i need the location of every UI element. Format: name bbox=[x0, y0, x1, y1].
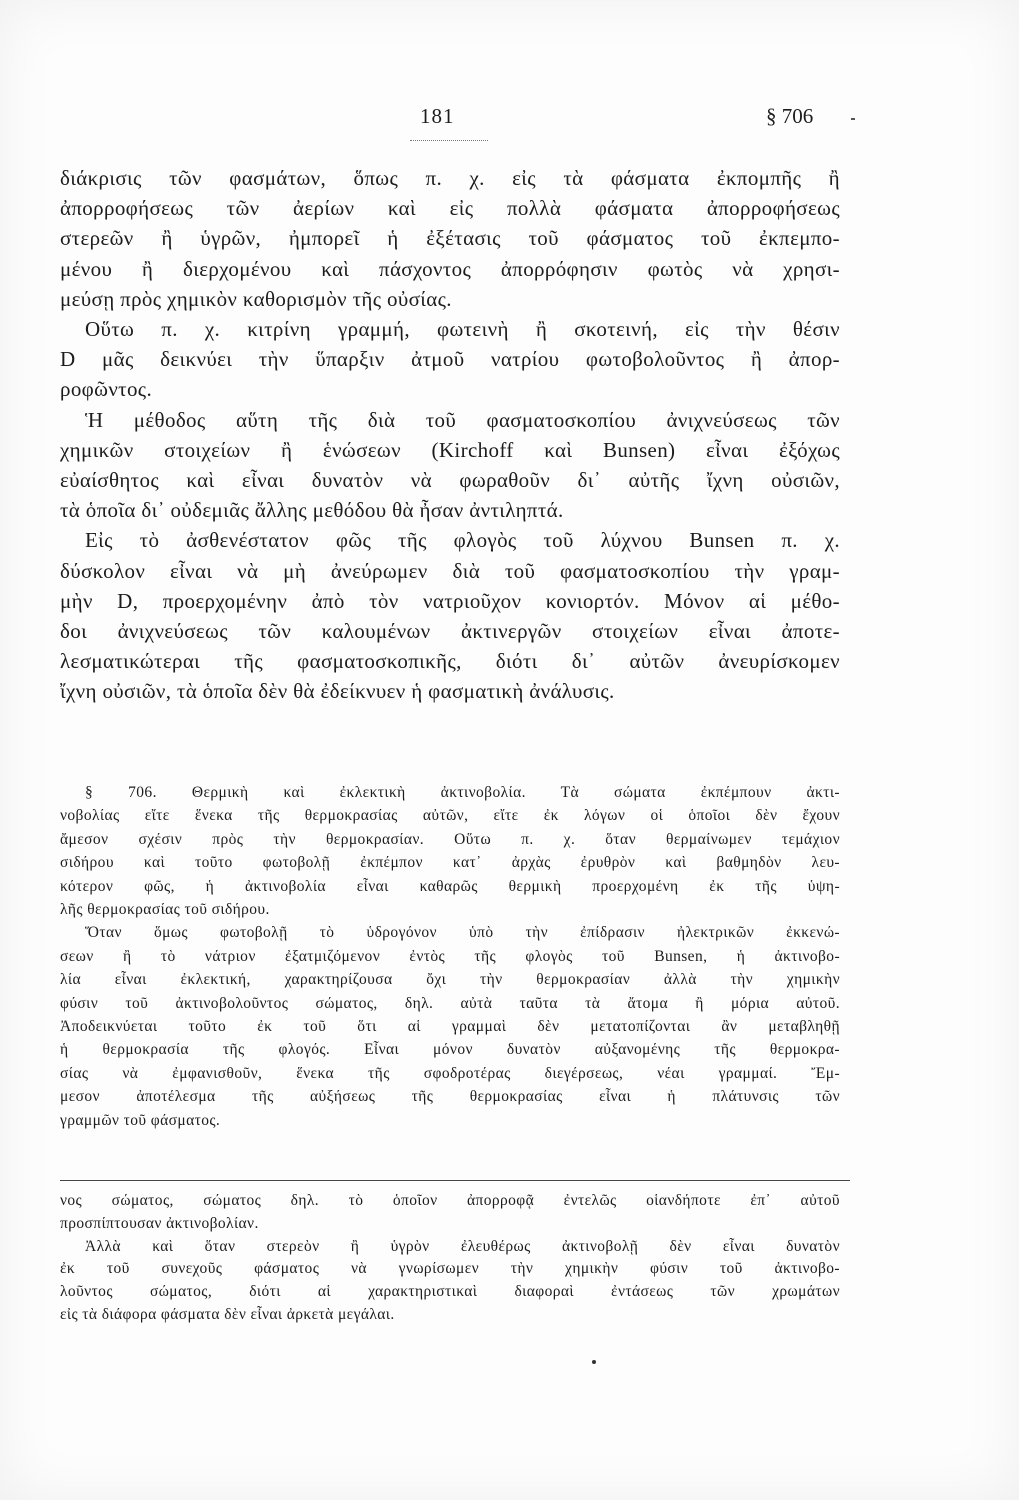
text-line: σεων ἢ τὸ νάτριον ἐξατμιζόμενον ἐντὸς τῆς φλογὸς τοῦ Bunsen, ἡ ἀκτινοβο- bbox=[60, 947, 840, 965]
text-line: λῆς θερμοκρασίας τοῦ σιδήρου. bbox=[60, 901, 270, 919]
text-line: D μᾶς δεικνύει τὴν ὕπαρξιν ἀτμοῦ νατρίου φωτοβολοῦντος ἢ ἀπορ- bbox=[60, 347, 840, 372]
text-line: Ἀλλὰ καὶ ὅταν στερεὸν ἢ ὑγρὸν ἐλευθέρως ἀκτινοβολῇ δὲν εἶναι δυνατὸν bbox=[85, 1237, 840, 1255]
text-line: εὐαίσθητος καὶ εἶναι δυνατὸν νὰ φωραθοῦν δι᾽ αὐτῆς ἴχνη οὐσιῶν, bbox=[60, 468, 840, 493]
text-line: ἐκ τοῦ συνεχοῦς φάσματος νὰ γνωρίσωμεν τὴν χημικὴν φύσιν τοῦ ἀκτινοβο- bbox=[60, 1260, 840, 1278]
text-line: ροφῶντος. bbox=[60, 377, 153, 402]
main-text bbox=[60, 163, 850, 707]
text-line: μένου ἢ διερχομένου καὶ πάσχοντος ἀπορρόφησιν φωτὸς νὰ χρησι- bbox=[60, 256, 840, 281]
paragraph bbox=[60, 163, 850, 314]
text-line: λοῦντος σώματος, διότι αἱ χαρακτηριστικαὶ διαφοραὶ ἐντάσεως τῶν χρωμάτων bbox=[60, 1283, 840, 1301]
footnote-separator bbox=[60, 1180, 850, 1181]
text-line: λία εἶναι ἐκλεκτική, χαρακτηρίζουσα ὄχι τὴν θερμοκρασίαν ἀλλὰ τὴν χημικὴν bbox=[60, 971, 840, 989]
paragraph bbox=[60, 405, 850, 526]
text-line: ἴχνη οὐσιῶν, τὰ ὁποῖα δὲν θὰ ἐδείκνυεν ἡ φασματικὴ ἀνάλυσις. bbox=[60, 679, 615, 704]
text-line: μεσον ἀποτέλεσμα τῆς αὐξήσεως τῆς θερμοκρασίας εἶναι ἡ πλάτυνσις τῶν bbox=[60, 1088, 840, 1106]
text-line: λεσματικώτεραι τῆς φασματοσκοπικῆς, διότι δι᾽ αὐτῶν ἀνευρίσκομεν bbox=[60, 649, 840, 674]
text-line: ἀπορροφήσεως τῶν ἀερίων καὶ εἰς πολλὰ φάσματα ἀπορροφήσεως bbox=[60, 196, 840, 221]
text-line: φύσιν τοῦ ἀκτινοβολοῦντος σώματος, δηλ. αὐτὰ ταῦτα τὰ ἄτομα ἢ μόρια αὐτοῦ. bbox=[60, 994, 840, 1012]
text-line: προσπίπτουσαν ἀκτινοβολίαν. bbox=[60, 1214, 259, 1232]
text-line: Ἀποδεικνύεται τοῦτο ἐκ τοῦ ὅτι αἱ γραμμαὶ δὲν μετατοπίζονται ἂν μεταβληθῇ bbox=[60, 1018, 840, 1036]
page-number: 181 bbox=[420, 104, 455, 128]
text-line: δύσκολον εἶναι νὰ μὴ ἀνεύρωμεν διὰ τοῦ φασματοσκοπίου τὴν γραμ- bbox=[60, 558, 840, 583]
paragraph bbox=[60, 1190, 850, 1236]
paragraph bbox=[60, 921, 850, 1132]
paragraph bbox=[60, 1236, 850, 1327]
paragraph bbox=[60, 314, 850, 405]
text-line: σίας νὰ ἐμφανισθοῦν, ἕνεκα τῆς σφοδροτέρας διεγέρσεως, νέαι γραμμαί. Ἔμ- bbox=[60, 1064, 840, 1082]
text-line: Εἰς τὸ ἀσθενέστατον φῶς τῆς φλογὸς τοῦ λύχνου Bunsen π. χ. bbox=[85, 528, 840, 553]
text-line: σιδήρου καὶ τοῦτο φωτοβολῇ ἐκπέμπον κατ᾽ ἀρχὰς ἐρυθρὸν καὶ βαθμηδὸν λευ- bbox=[60, 854, 840, 872]
text-line: δοι ἀνιχνεύσεως τῶν καλουμένων ἀκτινεργῶν στοιχείων εἶναι ἀποτε- bbox=[60, 619, 840, 644]
text-line: Ἡ μέθοδος αὕτη τῆς διὰ τοῦ φασματοσκοπίου ἀνιχνεύσεως τῶν bbox=[85, 407, 840, 432]
text-line: μὴν D, προερχομένην ἀπὸ τὸν νατριοῦχον κονιορτόν. Μόνον αἱ μέθο- bbox=[60, 588, 840, 613]
text-line: διάκρισις τῶν φασμάτων, ὅπως π. χ. εἰς τὰ φάσματα ἐκπομπῆς ἢ bbox=[60, 166, 840, 190]
text-line: ἄμεσον σχέσιν πρὸς τὴν θερμοκρασίαν. Οὕτω π. χ. ὅταν θερμαίνωμεν τεμάχιον bbox=[60, 830, 840, 848]
header-rule bbox=[410, 140, 488, 141]
text-line: κότερον φῶς, ἡ ἀκτινοβολία εἶναι καθαρῶς θερμικὴ προερχομένη ἐκ τῆς ὑψη- bbox=[60, 877, 840, 895]
print-spot bbox=[592, 1360, 596, 1364]
text-line: χημικῶν στοιχείων ἢ ἑνώσεων (Kirchoff καὶ Bunsen) εἶναι ἐξόχως bbox=[60, 437, 840, 462]
text-line: μεύσῃ πρὸς χημικὸν καθορισμὸν τῆς οὐσίας. bbox=[60, 286, 452, 311]
section-reference: § 706 bbox=[766, 104, 814, 128]
paragraph bbox=[60, 525, 850, 706]
text-line: Οὕτω π. χ. κιτρίνη γραμμή, φωτεινὴ ἢ σκοτεινή, εἰς τὴν θέσιν bbox=[85, 317, 840, 342]
page-header bbox=[0, 104, 1019, 144]
text-line: ἡ θερμοκρασία τῆς φλογός. Εἶναι μόνον δυνατὸν αὐξανομένης τῆς θερμοκρα- bbox=[60, 1041, 840, 1059]
text-line: στερεῶν ἢ ὑγρῶν, ἠμπορεῖ ἡ ἐξέτασις τοῦ φάσματος τοῦ ἐκπεμπο- bbox=[60, 226, 840, 251]
footnotes bbox=[60, 1190, 850, 1327]
paragraph bbox=[60, 781, 850, 921]
text-line: εἰς τὰ διάφορα φάσματα δὲν εἶναι ἀρκετὰ μεγάλαι. bbox=[60, 1305, 395, 1323]
text-line: νος σώματος, σώματος δηλ. τὸ ὁποῖον ἀπορροφᾷ ἐντελῶς οἱανδήποτε ἐπ᾽ αὐτοῦ bbox=[60, 1192, 840, 1209]
text-line: § 706. Θερμικὴ καὶ ἐκλεκτικὴ ἀκτινοβολία. Τὰ σώματα ἐκπέμπουν ἀκτι- bbox=[85, 784, 840, 801]
section-706-text bbox=[60, 781, 850, 1132]
text-line: γραμμῶν τοῦ φάσματος. bbox=[60, 1111, 221, 1129]
text-line: νοβολίας εἴτε ἕνεκα τῆς θερμοκρασίας αὐτῶν, εἴτε ἐκ λόγων οἱ ὁποῖοι δὲν ἔχουν bbox=[60, 807, 840, 825]
edge-mark bbox=[851, 118, 855, 120]
text-line: τὰ ὁποῖα δι᾽ οὐδεμιᾶς ἄλλης μεθόδου θὰ ἦσαν ἀντιληπτά. bbox=[60, 498, 564, 523]
text-line: Ὅταν ὅμως φωτοβολῇ τὸ ὑδρογόνον ὑπὸ τὴν ἐπίδρασιν ἠλεκτρικῶν ἐκκενώ- bbox=[85, 924, 840, 942]
